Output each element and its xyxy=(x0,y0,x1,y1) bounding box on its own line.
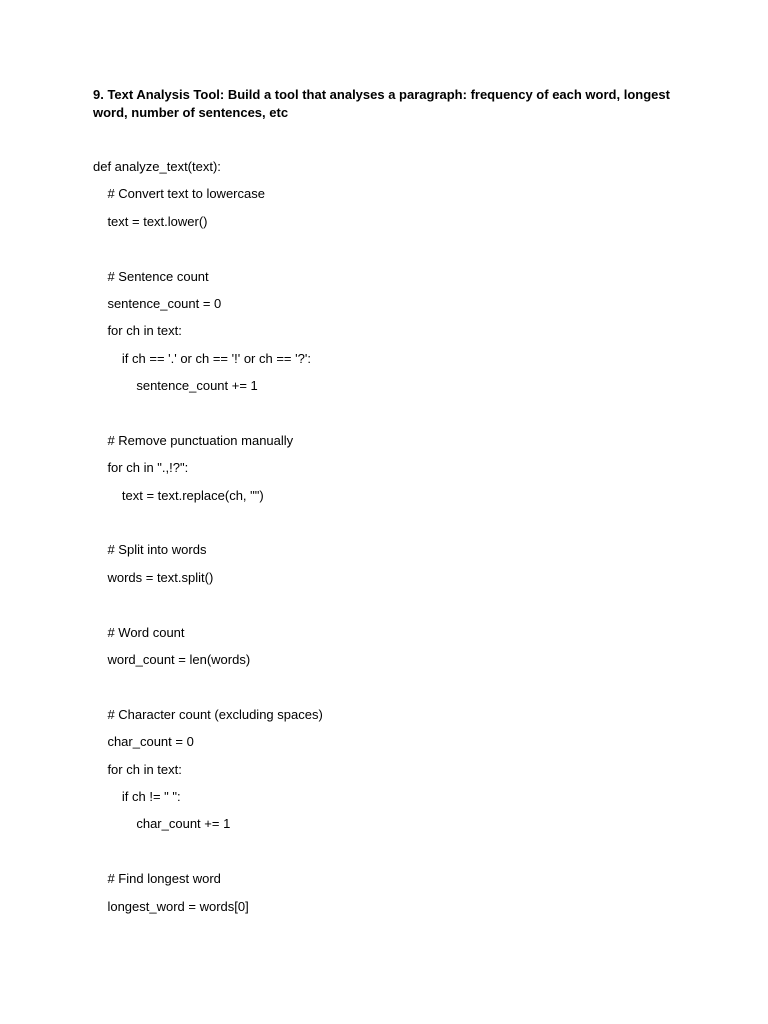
question-heading: 9. Text Analysis Tool: Build a tool that analyses a paragraph: frequency of each word, longest word, number of sentences, etc xyxy=(93,87,670,120)
blank-line xyxy=(93,843,693,870)
code-line: # Character count (excluding spaces) xyxy=(93,706,323,722)
code-line: word_count = len(words) xyxy=(93,652,251,668)
code-line: for ch in text: xyxy=(93,323,182,339)
code-line: char_count += 1 xyxy=(93,816,231,832)
code-line: sentence_count = 0 xyxy=(93,295,222,311)
code-line: char_count = 0 xyxy=(93,734,194,750)
blank-line xyxy=(93,405,693,432)
blank-line xyxy=(93,678,693,705)
code-line: longest_word = words[0] xyxy=(93,898,249,914)
code-line: # Find longest word xyxy=(93,871,221,887)
code-line: words = text.split() xyxy=(93,569,214,585)
code-line: # Split into words xyxy=(93,542,207,558)
blank-line xyxy=(93,240,693,267)
code-block xyxy=(93,158,693,925)
code-line: # Word count xyxy=(93,624,185,640)
code-line: # Convert text to lowercase xyxy=(93,186,265,202)
code-line: sentence_count += 1 xyxy=(93,378,258,394)
code-line: if ch != " ": xyxy=(93,788,181,804)
blank-line xyxy=(93,596,693,623)
blank-line xyxy=(93,514,693,541)
code-line: # Remove punctuation manually xyxy=(93,432,294,448)
code-line: def analyze_text(text): xyxy=(93,159,221,174)
code-line: for ch in text: xyxy=(93,761,182,777)
code-line: if ch == '.' or ch == '!' or ch == '?': xyxy=(93,350,311,366)
code-line: # Sentence count xyxy=(93,268,209,284)
code-line: text = text.lower() xyxy=(93,213,208,229)
code-line: text = text.replace(ch, "") xyxy=(93,487,264,503)
code-line: for ch in ".,!?": xyxy=(93,460,189,476)
